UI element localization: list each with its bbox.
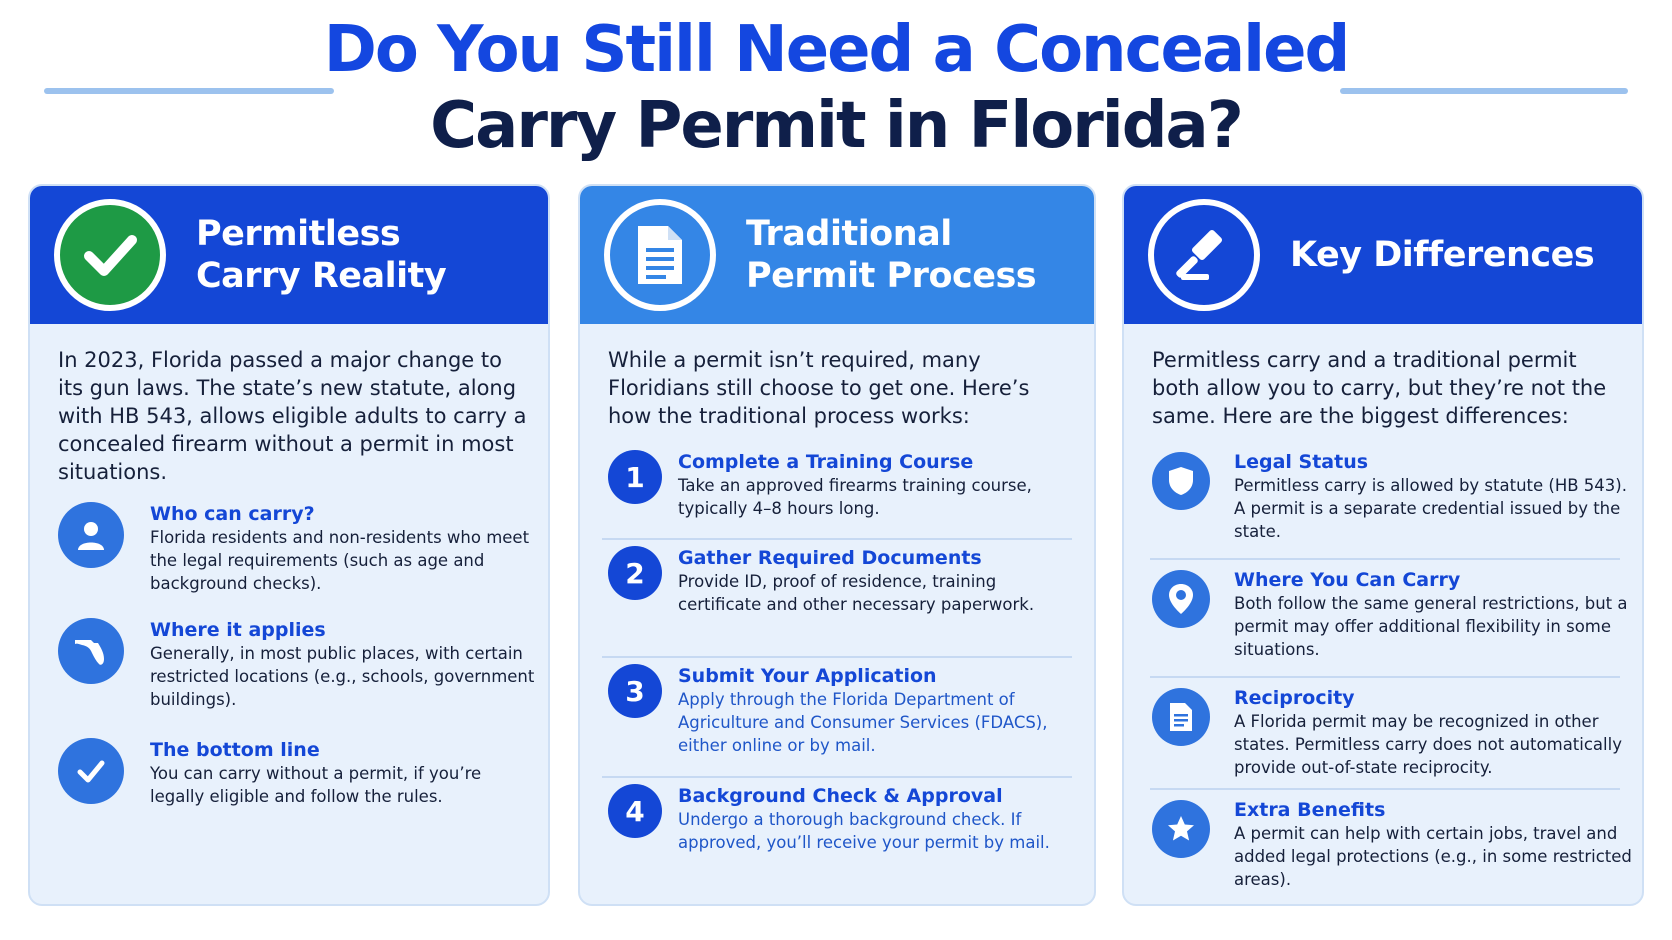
document-icon <box>1152 688 1210 746</box>
item-body: A permit can help with certain jobs, travel and added legal protections (e.g., in some restricted areas). <box>1234 824 1632 889</box>
item-body: A Florida permit may be recognized in other states. Permitless carry does not automatically provide out-of-state reciprocity. <box>1234 712 1622 777</box>
item-title: The bottom line <box>150 739 320 761</box>
item-body: Generally, in most public places, with certain restricted locations (e.g., schools, government buildings). <box>150 644 535 709</box>
key-differences-panel <box>1122 184 1644 906</box>
item-title: Legal Status <box>1234 451 1369 473</box>
panel-intro: In 2023, Florida passed a major change to its gun laws. The state’s new statute, along with HB 543, allows eligible adults to carry a concealed firearm without a permit in most situations. <box>58 348 527 484</box>
page-title <box>0 12 1672 164</box>
item-body: Both follow the same general restrictions, but a permit may offer additional flexibility in some situations. <box>1234 594 1628 659</box>
step-body: Take an approved firearms training course, typically 4–8 hours long. <box>678 476 1032 518</box>
item-body: Florida residents and non-residents who meet the legal requirements (such as age and background checks). <box>150 528 530 593</box>
item-title: Who can carry? <box>150 503 315 525</box>
gavel-icon <box>1148 199 1260 311</box>
panel-intro: While a permit isn’t required, many Floridians still choose to get one. Here’s how the traditional process works: <box>608 348 1030 428</box>
step-number: 3 <box>608 664 662 718</box>
step-title: Submit Your Application <box>678 665 937 687</box>
step-divider <box>602 538 1072 540</box>
location-pin-icon <box>1152 570 1210 628</box>
item-body: Permitless carry is allowed by statute (HB 543). A permit is a separate credential issued by the state. <box>1234 476 1627 541</box>
item-title: Reciprocity <box>1234 687 1355 709</box>
step-title: Gather Required Documents <box>678 547 982 569</box>
shield-icon <box>1152 452 1210 510</box>
panel-intro: Permitless carry and a traditional permit both allow you to carry, but they’re not the same. Here are the biggest differences: <box>1152 348 1607 428</box>
item-title: Extra Benefits <box>1234 799 1386 821</box>
permitless-carry-panel <box>28 184 550 906</box>
panel-header <box>30 186 548 324</box>
star-icon <box>1152 800 1210 858</box>
item-title: Where it applies <box>150 619 326 641</box>
title-line-2: Carry Permit in Florida? <box>430 89 1242 163</box>
step-number: 2 <box>608 546 662 600</box>
panel-header <box>1124 186 1642 324</box>
document-icon <box>604 199 716 311</box>
step-body: Provide ID, proof of residence, training certificate and other necessary paperwork. <box>678 572 1035 614</box>
checkmark-circle-icon <box>54 199 166 311</box>
step-divider <box>602 776 1072 778</box>
panel-header <box>580 186 1094 324</box>
panel-title: Key Differences <box>1290 235 1595 275</box>
step-title: Complete a Training Course <box>678 451 974 473</box>
step-body: Apply through the Florida Department of Agriculture and Consumer Services (FDACS), either online or by mail. <box>678 690 1048 755</box>
florida-map-icon <box>58 618 124 684</box>
check-icon <box>58 738 124 804</box>
title-line-1: Do You Still Need a Concealed <box>323 13 1349 87</box>
traditional-permit-panel <box>578 184 1096 906</box>
item-divider <box>1150 558 1620 560</box>
item-body: You can carry without a permit, if you’re legally eligible and follow the rules. <box>150 764 482 806</box>
item-title: Where You Can Carry <box>1234 569 1461 591</box>
step-body: Undergo a thorough background check. If approved, you’ll receive your permit by mail. <box>678 810 1050 852</box>
panel-title: Traditional Permit Process <box>746 214 1037 296</box>
step-title: Background Check & Approval <box>678 785 1003 807</box>
panel-title: Permitless Carry Reality <box>196 214 447 296</box>
step-number: 4 <box>608 784 662 838</box>
step-divider <box>602 656 1072 658</box>
step-number: 1 <box>608 450 662 504</box>
item-divider <box>1150 788 1620 790</box>
item-divider <box>1150 676 1620 678</box>
person-icon <box>58 502 124 568</box>
